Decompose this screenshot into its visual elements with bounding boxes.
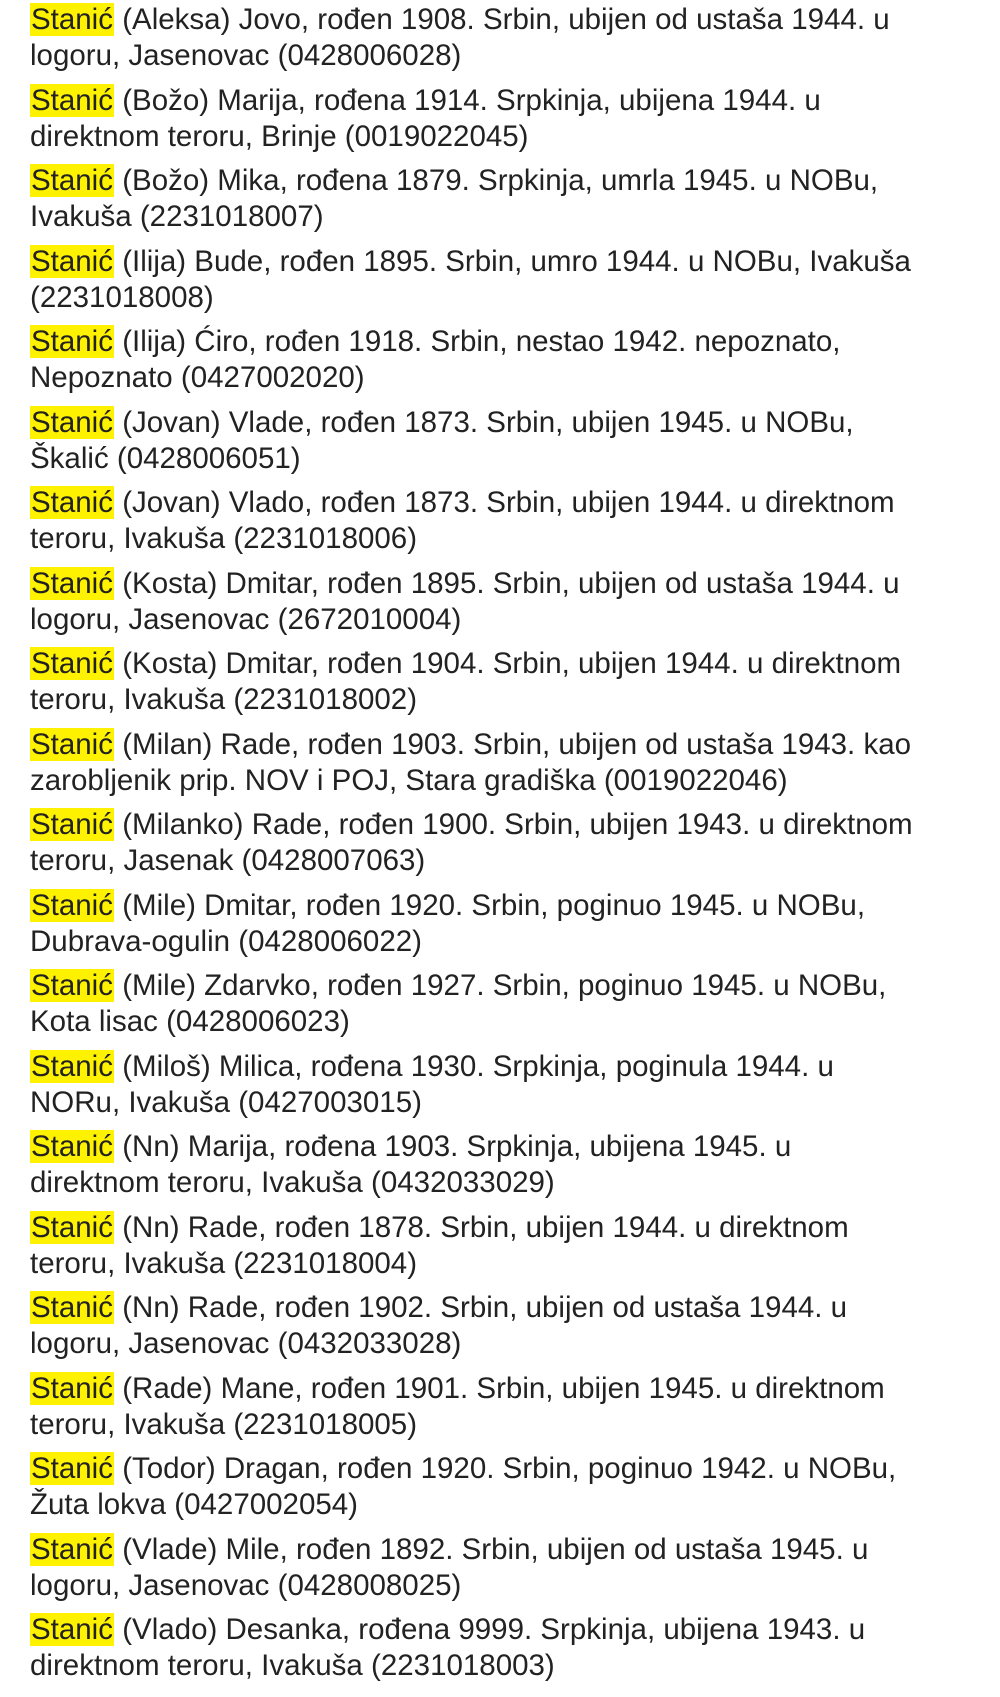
record-details-continued: direktnom teroru, Brinje (0019022045) xyxy=(30,119,529,153)
record-details-continued: direktnom teroru, Ivakuša (2231018003) xyxy=(30,1649,555,1682)
highlighted-surname: Stanić xyxy=(31,566,113,600)
record-details: (Kosta) Dmitar, rođen 1895. Srbin, ubijen od ustaša 1944. u xyxy=(114,566,900,600)
highlighted-surname: Stanić xyxy=(31,1452,113,1485)
record-details-continued: Kota lisac (0428006023) xyxy=(30,1005,350,1038)
record-details-continued: direktnom teroru, Ivakuša (0432033029) xyxy=(30,1166,555,1199)
record-details: (Nn) Marija, rođena 1903. Srpkinja, ubijena 1945. u xyxy=(114,1130,792,1163)
record-details: (Miloš) Milica, rođena 1930. Srpkinja, poginula 1944. u xyxy=(114,1049,834,1083)
victim-record xyxy=(30,646,992,718)
record-details: (Božo) Mika, rođena 1879. Srpkinja, umrla 1945. u NOBu, xyxy=(114,164,879,197)
record-details: (Ilija) Ćiro, rođen 1918. Srbin, nestao 1942. nepoznato, xyxy=(114,325,841,358)
record-details: (Nn) Rade, rođen 1878. Srbin, ubijen 1944. u direktnom xyxy=(114,1210,849,1244)
record-details: (Aleksa) Jovo, rođen 1908. Srbin, ubijen od ustaša 1944. u xyxy=(114,3,890,36)
highlighted-surname: Stanić xyxy=(31,1291,113,1324)
record-details-continued: (2231018008) xyxy=(30,280,214,314)
highlighted-surname: Stanić xyxy=(31,164,113,197)
victim-record xyxy=(30,1451,992,1523)
victim-record xyxy=(30,244,992,316)
record-details-continued: Škalić (0428006051) xyxy=(30,441,301,475)
record-details: (Jovan) Vlado, rođen 1873. Srbin, ubijen 1944. u direktnom xyxy=(114,486,895,519)
record-details-continued: zarobljenik prip. NOV i POJ, Stara gradiška (0019022046) xyxy=(30,763,788,797)
highlighted-surname: Stanić xyxy=(31,808,113,841)
record-details-continued: NORu, Ivakuša (0427003015) xyxy=(30,1085,422,1119)
highlighted-surname: Stanić xyxy=(31,1130,113,1163)
record-details: (Kosta) Dmitar, rođen 1904. Srbin, ubijen 1944. u direktnom xyxy=(114,647,902,680)
victim-record xyxy=(30,727,992,799)
record-details-continued: Ivakuša (2231018007) xyxy=(30,200,324,233)
highlighted-surname: Stanić xyxy=(31,325,113,358)
record-details: (Milan) Rade, rođen 1903. Srbin, ubijen od ustaša 1943. kao xyxy=(114,727,912,761)
victim-record xyxy=(30,485,992,557)
record-details-continued: Žuta lokva (0427002054) xyxy=(30,1488,359,1521)
record-details: (Milanko) Rade, rođen 1900. Srbin, ubijen 1943. u direktnom xyxy=(114,808,913,841)
record-details: (Božo) Marija, rođena 1914. Srpkinja, ubijena 1944. u xyxy=(114,83,821,117)
highlighted-surname: Stanić xyxy=(31,1613,113,1646)
highlighted-surname: Stanić xyxy=(31,727,113,761)
victim-record xyxy=(30,2,992,74)
record-details-continued: teroru, Ivakuša (2231018005) xyxy=(30,1407,418,1441)
record-details: (Mile) Zdarvko, rođen 1927. Srbin, poginuo 1945. u NOBu, xyxy=(114,969,887,1002)
highlighted-surname: Stanić xyxy=(31,1371,113,1405)
victim-record xyxy=(30,83,992,155)
highlighted-surname: Stanić xyxy=(31,888,113,922)
victim-record xyxy=(30,1210,992,1282)
victim-record xyxy=(30,1371,992,1443)
victim-record xyxy=(30,324,992,396)
victim-record-list xyxy=(30,2,992,1693)
victim-record xyxy=(30,405,992,477)
record-details-continued: teroru, Ivakuša (2231018004) xyxy=(30,1246,418,1280)
record-details: (Todor) Dragan, rođen 1920. Srbin, poginuo 1942. u NOBu, xyxy=(114,1452,897,1485)
record-details-continued: logoru, Jasenovac (2672010004) xyxy=(30,602,462,636)
victim-record xyxy=(30,1612,992,1684)
record-details-continued: teroru, Jasenak (0428007063) xyxy=(30,844,426,877)
victim-record xyxy=(30,1049,992,1121)
highlighted-surname: Stanić xyxy=(31,244,113,278)
victim-record xyxy=(30,1290,992,1362)
highlighted-surname: Stanić xyxy=(31,1532,113,1566)
victim-record xyxy=(30,1532,992,1604)
record-details: (Vlade) Mile, rođen 1892. Srbin, ubijen od ustaša 1945. u xyxy=(114,1532,869,1566)
highlighted-surname: Stanić xyxy=(31,647,113,680)
record-details: (Ilija) Bude, rođen 1895. Srbin, umro 1944. u NOBu, Ivakuša xyxy=(114,244,911,278)
highlighted-surname: Stanić xyxy=(31,486,113,519)
victim-record xyxy=(30,566,992,638)
highlighted-surname: Stanić xyxy=(31,3,113,36)
record-details: (Mile) Dmitar, rođen 1920. Srbin, poginuo 1945. u NOBu, xyxy=(114,888,866,922)
record-details: (Nn) Rade, rođen 1902. Srbin, ubijen od ustaša 1944. u xyxy=(114,1291,848,1324)
record-details: (Jovan) Vlade, rođen 1873. Srbin, ubijen 1945. u NOBu, xyxy=(114,405,854,439)
highlighted-surname: Stanić xyxy=(31,1210,113,1244)
record-details-continued: teroru, Ivakuša (2231018006) xyxy=(30,522,418,555)
highlighted-surname: Stanić xyxy=(31,405,113,439)
victim-record xyxy=(30,807,992,879)
victim-record xyxy=(30,1129,992,1201)
record-details-continued: Dubrava-ogulin (0428006022) xyxy=(30,924,422,958)
victim-record xyxy=(30,968,992,1040)
record-details: (Rade) Mane, rođen 1901. Srbin, ubijen 1945. u direktnom xyxy=(114,1371,885,1405)
highlighted-surname: Stanić xyxy=(31,1049,113,1083)
victim-record xyxy=(30,163,992,235)
victim-record xyxy=(30,888,992,960)
record-details-continued: logoru, Jasenovac (0432033028) xyxy=(30,1327,462,1360)
highlighted-surname: Stanić xyxy=(31,83,113,117)
record-details-continued: logoru, Jasenovac (0428008025) xyxy=(30,1568,462,1602)
record-details-continued: logoru, Jasenovac (0428006028) xyxy=(30,39,462,72)
record-details-continued: teroru, Ivakuša (2231018002) xyxy=(30,683,418,716)
record-details: (Vlado) Desanka, rođena 9999. Srpkinja, ubijena 1943. u xyxy=(114,1613,866,1646)
record-details-continued: Nepoznato (0427002020) xyxy=(30,361,365,394)
highlighted-surname: Stanić xyxy=(31,969,113,1002)
